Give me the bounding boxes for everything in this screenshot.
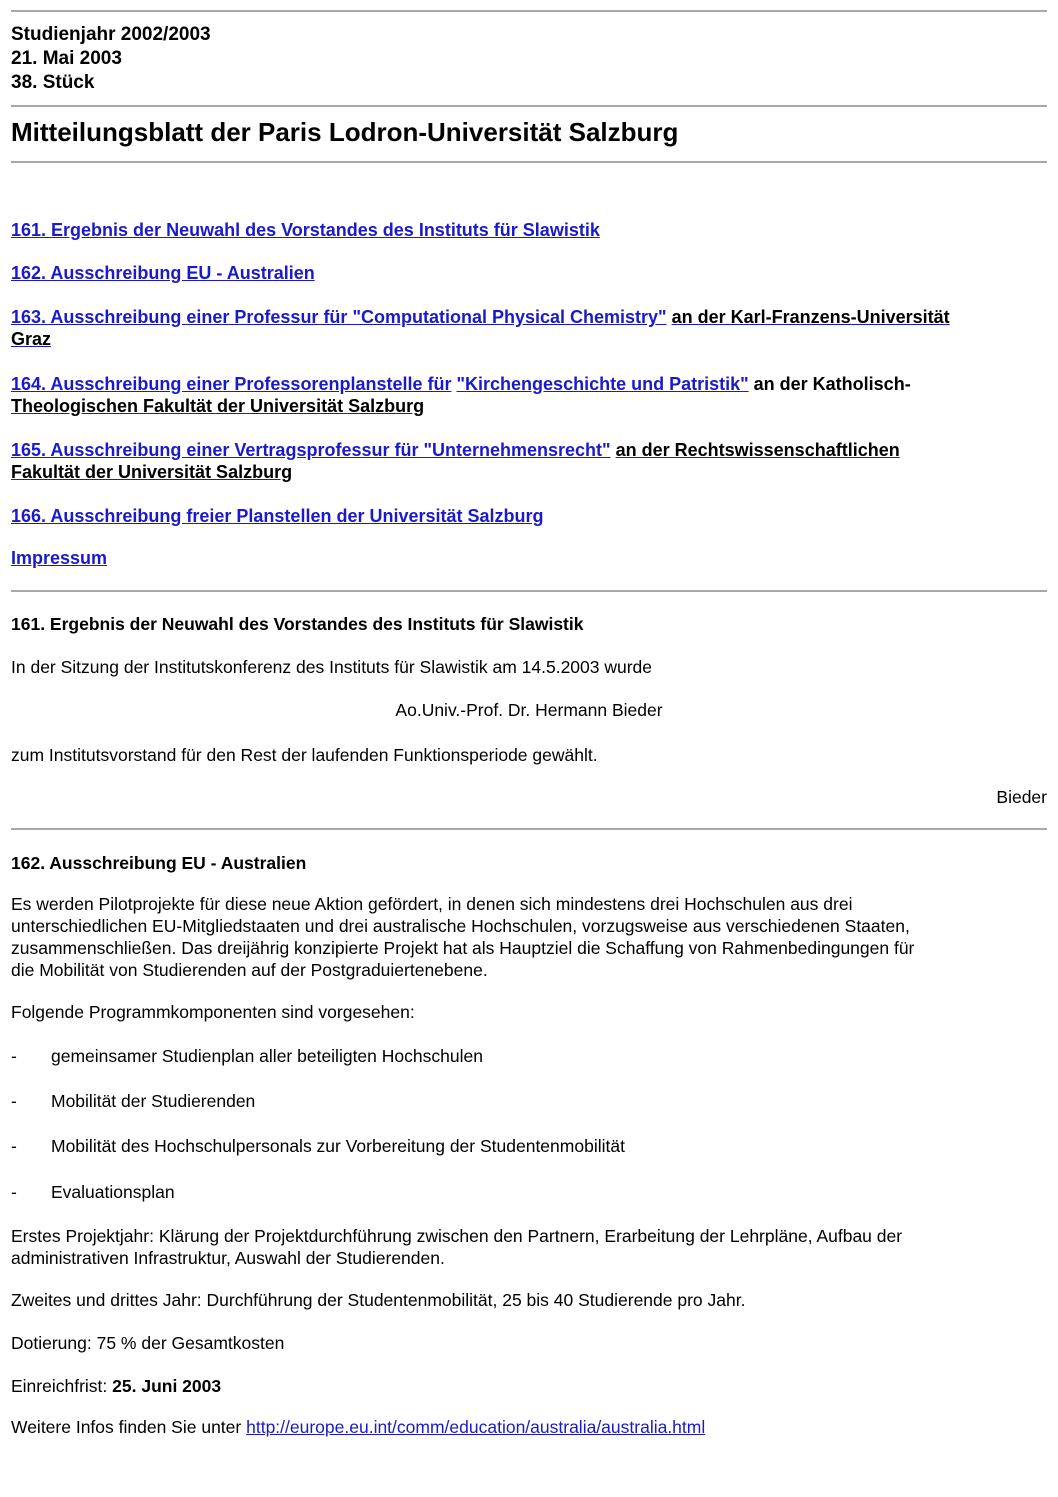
bullet-dash: - (11, 1136, 17, 1156)
list-item (11, 1045, 483, 1067)
toc-item-165 (11, 439, 1047, 483)
toc-link-164[interactable]: 164. Ausschreibung einer Professorenplanstelle für (11, 374, 452, 394)
toc-item-162 (11, 262, 315, 284)
divider (11, 828, 1047, 830)
section-161-intro: In der Sitzung der Institutskonferenz des Instituts für Slawistik am 14.5.2003 wurde (11, 657, 653, 677)
list-item (11, 1135, 625, 1157)
section-161-outro: zum Institutsvorstand für den Rest der laufenden Funktionsperiode gewählt. (11, 745, 598, 765)
description-line: die Mobilität von Studierenden auf der Postgraduiertenebene. (11, 960, 488, 980)
divider (11, 105, 1047, 107)
divider (11, 590, 1047, 592)
funding-text: Dotierung: 75 % der Gesamtkosten (11, 1333, 285, 1353)
more-info (11, 1416, 705, 1438)
toc-link-165[interactable]: 165. Ausschreibung einer Vertragsprofessur für "Unternehmensrecht" (11, 440, 611, 460)
signature: Bieder (996, 787, 1047, 807)
description-line: Es werden Pilotprojekte für diese neue Aktion gefördert, in denen sich mindestens drei Hochschulen aus drei (11, 894, 853, 914)
toc-link-166[interactable]: 166. Ausschreibung freier Planstellen der Universität Salzburg (11, 506, 544, 526)
list-item-text: Evaluationsplan (51, 1182, 175, 1202)
issue-number: 38. Stück (11, 72, 95, 93)
toc-item-164 (11, 373, 1047, 417)
more-info-link[interactable]: http://europe.eu.int/comm/education/australia/australia.html (246, 1417, 706, 1437)
description-line: unterschiedlichen EU-Mitgliedstaaten und drei australische Hochschulen, vorzugsweise aus verschiedenen Staaten, (11, 916, 910, 936)
page-title: Mitteilungsblatt der Paris Lodron-Universität Salzburg (11, 117, 679, 147)
bullet-dash: - (11, 1091, 17, 1111)
deadline (11, 1375, 221, 1397)
more-info-label: Weitere Infos finden Sie unter (11, 1417, 242, 1437)
toc-item-166 (11, 505, 544, 527)
elected-person-name: Ao.Univ.-Prof. Dr. Hermann Bieder (395, 700, 663, 720)
toc-item-163 (11, 306, 1047, 350)
list-item-text: gemeinsamer Studienplan aller beteiligten Hochschulen (51, 1046, 483, 1066)
toc-link-165-faculty[interactable]: an der Rechtswissenschaftlichen (615, 440, 900, 460)
toc-link-161[interactable]: 161. Ergebnis der Neuwahl des Vorstandes des Instituts für Slawistik (11, 220, 600, 240)
academic-year: Studienjahr 2002/2003 (11, 24, 211, 45)
issue-meta (11, 23, 211, 95)
first-year-line: administrativen Infrastruktur, Auswahl der Studierenden. (11, 1248, 445, 1268)
toc-link-163-city[interactable]: Graz (11, 329, 52, 349)
toc-link-164-subject[interactable]: "Kirchengeschichte und Patristik" (456, 374, 749, 394)
divider (11, 10, 1047, 12)
toc-link-165-university[interactable]: Fakultät der Universität Salzburg (11, 462, 293, 482)
impressum-link[interactable]: Impressum (11, 548, 108, 568)
components-intro: Folgende Programmkomponenten sind vorgesehen: (11, 1002, 415, 1022)
toc-link-162[interactable]: 162. Ausschreibung EU - Australien (11, 263, 315, 283)
list-item-text: Mobilität der Studierenden (51, 1091, 256, 1111)
deadline-label: Einreichfrist: (11, 1376, 108, 1396)
list-item (11, 1090, 255, 1112)
first-year-text (11, 1225, 1051, 1269)
toc-link-163[interactable]: 163. Ausschreibung einer Professur für "Computational Physical Chemistry" (11, 307, 667, 327)
toc-item-impressum (11, 547, 107, 569)
toc-link-163-institution[interactable]: an der Karl-Franzens-Universität (671, 307, 950, 327)
bullet-dash: - (11, 1182, 17, 1202)
second-third-year-text: Zweites und drittes Jahr: Durchführung der Studentenmobilität, 25 bis 40 Studierende pro Jahr. (11, 1290, 746, 1310)
toc-164-faculty-start: an der Katholisch- (753, 374, 911, 394)
list-item-text: Mobilität des Hochschulpersonals zur Vorbereitung der Studentenmobilität (51, 1136, 625, 1156)
bullet-dash: - (11, 1046, 17, 1066)
list-item (11, 1181, 175, 1203)
description-line: zusammenschließen. Das dreijährig konzipierte Projekt hat als Hauptziel die Schaffung von Rahmenbedingungen für (11, 938, 915, 958)
toc-item-161 (11, 219, 600, 241)
section-162-description (11, 893, 1051, 981)
section-161-heading: 161. Ergebnis der Neuwahl des Vorstandes des Instituts für Slawistik (11, 614, 584, 634)
issue-date: 21. Mai 2003 (11, 48, 122, 69)
toc-link-164-faculty[interactable]: Theologischen Fakultät der Universität Salzburg (11, 396, 425, 416)
first-year-line: Erstes Projektjahr: Klärung der Projektdurchführung zwischen den Partnern, Erarbeitung der Lehrpläne, Aufbau der (11, 1226, 903, 1246)
deadline-value: 25. Juni 2003 (112, 1376, 222, 1396)
divider (11, 161, 1047, 163)
section-162-heading: 162. Ausschreibung EU - Australien (11, 853, 307, 873)
